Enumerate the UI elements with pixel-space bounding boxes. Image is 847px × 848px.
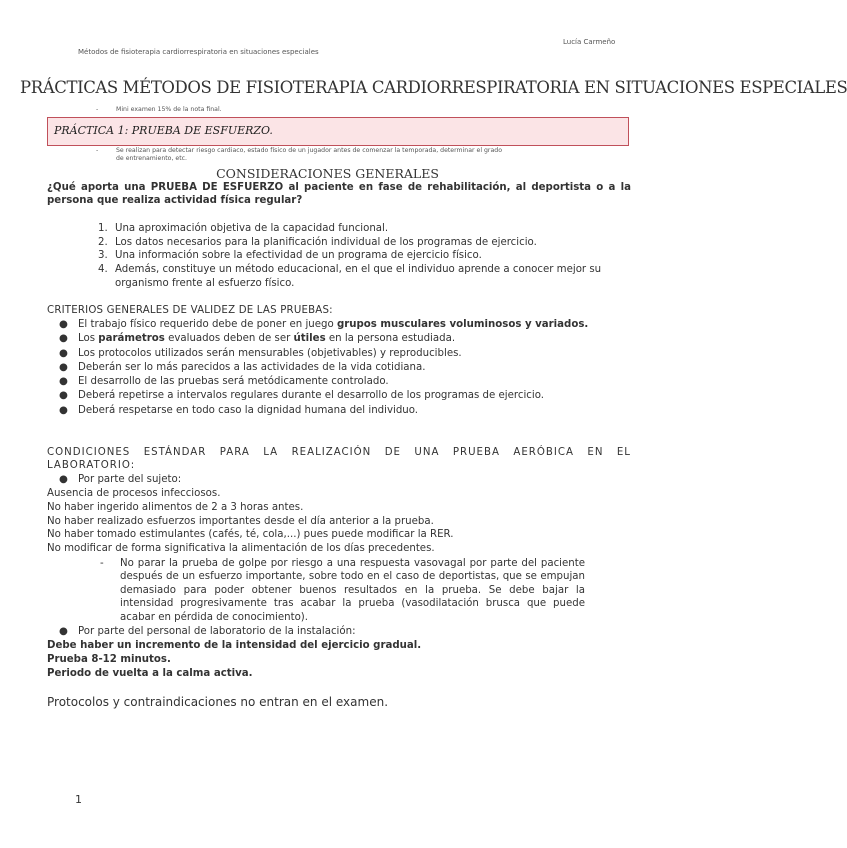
item-text: evaluados deben de ser <box>164 333 294 345</box>
condition-line: Ausencia de procesos infecciosos. <box>47 488 221 499</box>
item-number: 1. <box>98 223 108 234</box>
document-title: PRÁCTICAS MÉTODOS DE FISIOTERAPIA CARDIORRESPIRATORIA EN SITUACIONES ESPECIALES <box>20 78 847 97</box>
item-text: Los protocolos utilizados serán mensurables (objetivables) y reproducibles. <box>78 347 462 359</box>
item-text: Por parte del personal de laboratorio de la instalación: <box>78 626 356 637</box>
bullet-icon: ● <box>59 333 68 345</box>
dash-mark: - <box>96 106 99 113</box>
item-number: 3. <box>98 250 108 262</box>
bullet-icon: ● <box>59 376 68 388</box>
list-item <box>59 625 634 639</box>
item-text: Una aproximación objetiva de la capacidad funcional. <box>115 223 389 234</box>
item-number: 2. <box>98 236 108 248</box>
bold-line: Prueba 8-12 minutos. <box>47 653 171 665</box>
conditions-heading: CONDICIONES ESTÁNDAR PARA LA REALIZACIÓN DE UNA PRUEBA AERÓBICA EN EL LABORATORIO: <box>47 447 631 471</box>
condition-line: No haber tomado estimulantes (cafés, té, cola,...) pues puede modificar la RER. <box>47 529 454 541</box>
item-text: No parar la prueba de golpe por riesgo a una respuesta vasovagal por parte del paciente después de un esfuerzo importante, sobre todo en el caso de deportistas, que se empujan demasiado para poder obtener buenos resultados en la prueba. Se debe bajar la intensidad progresivamente tras acabar la prueba (vasodilatación brusca que puede acabar en pérdida de conocimiento). <box>120 558 585 623</box>
item-text: Deberá repetirse a intervalos regulares durante el desarrollo de los programas de ejercicio. <box>78 390 545 402</box>
intro-note-line1: Se realizan para detectar riesgo cardiaco, estado físico de un jugador antes de comenzar la temporada, determinar el grado <box>116 147 502 154</box>
item-text: El desarrollo de las pruebas será metódicamente controlado. <box>78 376 389 388</box>
exam-footnote: Protocolos y contraindicaciones no entran en el examen. <box>47 695 389 709</box>
numbered-list <box>98 222 633 291</box>
bold-line: Periodo de vuelta a la calma activa. <box>47 667 253 679</box>
author-name: Lucía Carmeño <box>563 38 616 46</box>
condition-line: No modificar de forma significativa la alimentación de los días precedentes. <box>47 543 435 555</box>
criteria-heading: CRITERIOS GENERALES DE VALIDEZ DE LAS PRUEBAS: <box>47 305 333 316</box>
item-bold-text: parámetros <box>98 333 165 345</box>
list-item <box>59 347 634 361</box>
criteria-list <box>59 318 634 418</box>
list-item <box>59 473 634 487</box>
bullet-icon: ● <box>59 474 68 485</box>
item-text: Los datos necesarios para la planificación individual de los programas de ejercicio. <box>115 236 537 248</box>
item-text: El trabajo físico requerido debe de poner en juego <box>78 319 337 330</box>
personal-bullet <box>59 625 634 639</box>
dash-mark: - <box>96 147 99 154</box>
item-text: Deberá respetarse en todo caso la dignidad humana del individuo. <box>78 404 419 416</box>
list-item <box>59 361 634 375</box>
list-item <box>100 557 585 624</box>
personal-conditions <box>47 639 421 680</box>
page-number: 1 <box>75 793 82 806</box>
item-text: Además, constituye un método educacional, en el que el individuo aprende a conocer mejor su organismo frente al esfuerzo físico. <box>115 264 602 289</box>
condition-line: No haber realizado esfuerzos importantes desde el día anterior a la prueba. <box>47 515 434 527</box>
bullet-icon: ● <box>59 319 68 330</box>
list-item <box>59 332 634 346</box>
exam-note <box>96 106 496 114</box>
running-header: Métodos de fisioterapia cardiorrespiratoria en situaciones especiales <box>78 48 319 56</box>
list-item <box>59 404 634 418</box>
intro-note <box>96 147 631 163</box>
list-item <box>98 263 633 290</box>
bullet-icon: ● <box>59 626 68 637</box>
sujeto-conditions <box>47 487 454 556</box>
item-bold-text: útiles <box>293 333 326 345</box>
bullet-icon: ● <box>59 390 68 402</box>
item-number: 4. <box>98 264 108 276</box>
list-item <box>98 249 633 263</box>
dash-mark: - <box>100 558 104 569</box>
item-text: Por parte del sujeto: <box>78 474 182 485</box>
bullet-icon: ● <box>59 361 68 373</box>
dash-list <box>100 557 585 624</box>
item-bold-text: grupos musculares voluminosos y variados. <box>336 319 589 330</box>
item-text: Deberán ser lo más parecidos a las actividades de la vida cotidiana. <box>78 361 426 373</box>
item-text: en la persona estudiada. <box>325 333 456 345</box>
list-item <box>59 375 634 389</box>
list-item <box>98 236 633 250</box>
condition-line: No haber ingerido alimentos de 2 a 3 horas antes. <box>47 501 304 513</box>
bold-line: Debe haber un incremento de la intensidad del ejercicio gradual. <box>47 640 422 651</box>
sujeto-bullet <box>59 473 634 487</box>
item-text: Una información sobre la efectividad de un programa de ejercicio físico. <box>115 250 482 262</box>
practica-heading: PRÁCTICA 1: PRUEBA DE ESFUERZO. <box>54 124 273 137</box>
section-title: CONSIDERACIONES GENERALES <box>216 166 439 181</box>
item-text: Los <box>78 333 99 345</box>
intro-note-line2: de entrenamiento, etc. <box>116 155 188 162</box>
list-item <box>59 389 634 403</box>
list-item <box>59 318 634 332</box>
list-item <box>98 222 633 236</box>
bullet-icon: ● <box>59 404 68 416</box>
question-text: ¿Qué aporta una PRUEBA DE ESFUERZO al paciente en fase de rehabilitación, al deportista o a la persona que realiza actividad física regular? <box>47 182 631 206</box>
exam-note-text: Mini examen 15% de la nota final. <box>116 106 222 113</box>
bullet-icon: ● <box>59 347 68 359</box>
